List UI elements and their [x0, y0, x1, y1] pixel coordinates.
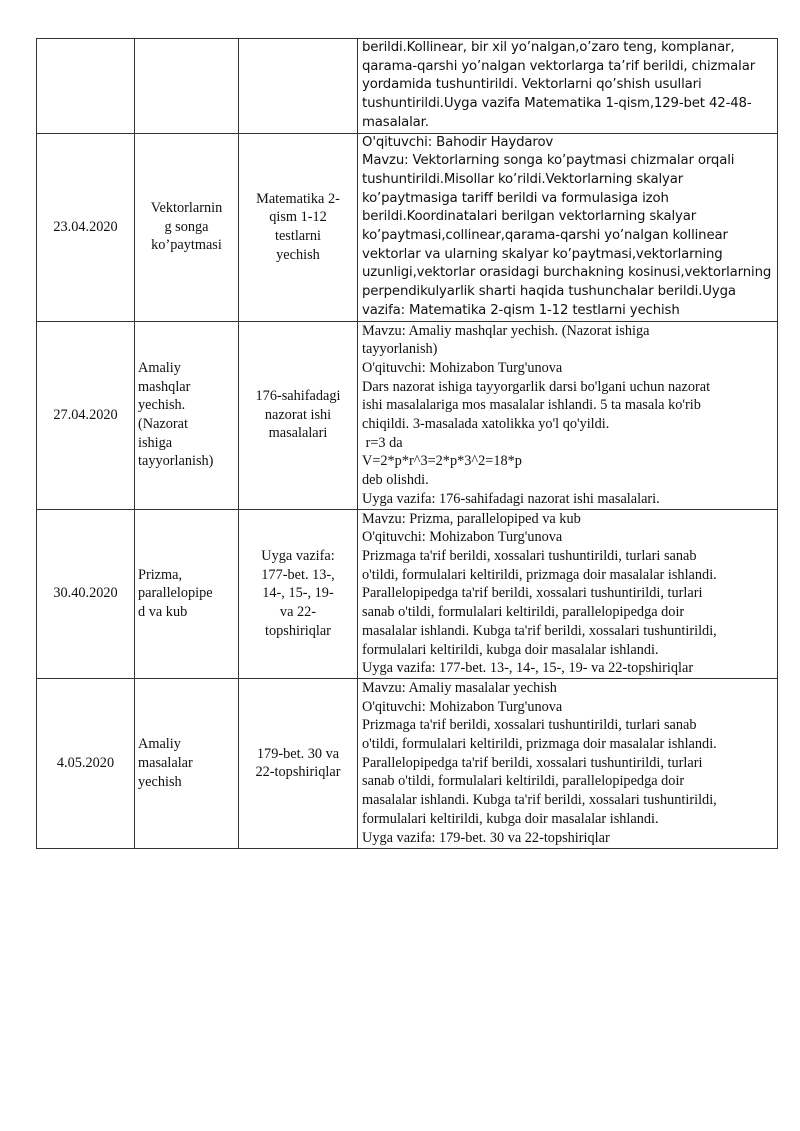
- description-line: O'qituvchi: Mohizabon Turg'unova: [362, 698, 563, 715]
- date-cell: 23.04.2020: [37, 133, 135, 321]
- date-cell: 4.05.2020: [37, 678, 135, 848]
- description-line: Parallelopipedga ta'rif berildi, xossalari tushuntirildi, turlari: [362, 585, 703, 602]
- table-row: [37, 509, 778, 678]
- date-cell: 27.04.2020: [37, 321, 135, 509]
- date-cell: 30.40.2020: [37, 509, 135, 678]
- homework-cell: [239, 39, 358, 134]
- description-line: Mavzu: Vektorlarning songa ko’paytmasi chizmalar orqali: [362, 153, 735, 169]
- description-line: Uyga vazifa: 177-bet. 13-, 14-, 15-, 19- va 22-topshiriqlar: [362, 660, 694, 677]
- description-line: chiqildi. 3-masalada xatolikka yo'l qo'yildi.: [362, 416, 610, 433]
- description-line: sanab o'tildi, formulalari keltirildi, parallelopipedga doir: [362, 773, 685, 790]
- description-line: Mavzu: Prizma, parallelopiped va kub: [362, 510, 581, 527]
- description-line: qarama-qarshi yo’nalgan vektorlarga ta’rif berildi, chizmalar: [362, 58, 756, 74]
- description-line: berildi.Koordinatalari berilgan vektorlarning skalyar: [362, 209, 697, 225]
- table-row: [37, 133, 778, 321]
- description-cell: [358, 39, 778, 134]
- description-line: Uyga vazifa: 179-bet. 30 va 22-topshiriqlar: [362, 829, 610, 846]
- homework-cell: Matematika 2- qism 1-12 testlarni yechish: [239, 133, 358, 321]
- description-line: uzunligi,vektorlar orasidagi burchakning kosinusi,vektorlarning: [362, 265, 772, 281]
- topic-cell: Amaliy masalalar yechish: [135, 678, 239, 848]
- description-cell: [358, 321, 778, 509]
- description-line: ko’paytmasiga tariff berildi va formulasiga izoh: [362, 190, 669, 206]
- description-line: berildi.Kollinear, bir xil yo’nalgan,o’zaro teng, komplanar,: [362, 40, 735, 55]
- description-line: vektorlar va ularning skalyar ko’paytmasi,vektorlarning: [362, 246, 723, 262]
- description-line: vazifa: Matematika 2-qism 1-12 testlarni yechish: [362, 302, 680, 318]
- description-line: sanab o'tildi, formulalari keltirildi, parallelopipedga doir: [362, 604, 685, 621]
- topic-cell: Prizma, parallelopipe d va kub: [135, 509, 239, 678]
- description-line: perpendikulyarlik sharti haqida tushunchalar berildi.Uyga: [362, 284, 736, 300]
- description-line: formulalari keltirildi, kubga doir masalalar ishlandi.: [362, 810, 659, 827]
- description-cell: [358, 509, 778, 678]
- description-line: Mavzu: Amaliy mashqlar yechish. (Nazorat ishiga: [362, 322, 650, 339]
- table-row: [37, 39, 778, 134]
- table-row: [37, 321, 778, 509]
- description-line: masalalar.: [362, 114, 429, 130]
- homework-cell: 179-bet. 30 va 22-topshiriqlar: [239, 678, 358, 848]
- description-line: V=2*p*r^3=2*p*3^2=18*p: [362, 453, 522, 470]
- description-line: Prizmaga ta'rif berildi, xossalari tushuntirildi, turlari sanab: [362, 717, 697, 734]
- date-cell: [37, 39, 135, 134]
- lesson-log-table: [36, 38, 778, 849]
- description-line: Mavzu: Amaliy masalalar yechish: [362, 679, 557, 696]
- description-line: tayyorlanish): [362, 341, 438, 358]
- description-line: r=3 da: [362, 434, 403, 451]
- description-line: ko’paytmasi,collinear,qarama-qarshi yo’nalgan kollinear: [362, 228, 728, 244]
- description-line: Dars nazorat ishiga tayyorgarlik darsi bo'lgani uchun nazorat: [362, 378, 711, 395]
- homework-cell: 176-sahifadagi nazorat ishi masalalari: [239, 321, 358, 509]
- description-line: masalalar ishlandi. Kubga ta'rif berildi, xossalari tushuntirildi,: [362, 792, 717, 809]
- description-line: Parallelopipedga ta'rif berildi, xossalari tushuntirildi, turlari: [362, 754, 703, 771]
- description-line: o'tildi, formulalari keltirildi, prizmaga doir masalalar ishlandi.: [362, 566, 717, 583]
- description-line: deb olishdi.: [362, 472, 429, 489]
- topic-cell: Amaliy mashqlar yechish. (Nazorat ishiga tayyorlanish): [135, 321, 239, 509]
- homework-cell: Uyga vazifa: 177-bet. 13-, 14-, 15-, 19- va 22- topshiriqlar: [239, 509, 358, 678]
- topic-cell: [135, 39, 239, 134]
- description-line: O'qituvchi: Mohizabon Turg'unova: [362, 359, 563, 376]
- description-line: tushuntirildi.Uyga vazifa Matematika 1-qism,129-bet 42-48-: [362, 96, 752, 112]
- description-line: Prizmaga ta'rif berildi, xossalari tushuntirildi, turlari sanab: [362, 547, 697, 564]
- topic-cell: Vektorlarnin g songa ko’paytmasi: [135, 133, 239, 321]
- description-line: yordamida tushuntirildi. Vektorlarni qo’shish usullari: [362, 77, 702, 93]
- description-line: masalalar ishlandi. Kubga ta'rif berildi, xossalari tushuntirildi,: [362, 622, 717, 639]
- description-cell: [358, 678, 778, 848]
- table-row: [37, 678, 778, 848]
- description-line: O'qituvchi: Mohizabon Turg'unova: [362, 529, 563, 546]
- description-line: Uyga vazifa: 176-sahifadagi nazorat ishi masalalari.: [362, 490, 660, 507]
- description-cell: [358, 133, 778, 321]
- description-line: formulalari keltirildi, kubga doir masalalar ishlandi.: [362, 641, 659, 658]
- description-line: ishi masalalariga mos masalalar ishlandi. 5 ta masala ko'rib: [362, 397, 701, 414]
- description-line: o'tildi, formulalari keltirildi, prizmaga doir masalalar ishlandi.: [362, 736, 717, 753]
- description-line: O'qituvchi: Bahodir Haydarov: [362, 134, 554, 150]
- description-line: tushuntirildi.Misollar ko’rildi.Vektorlarning skalyar: [362, 171, 684, 187]
